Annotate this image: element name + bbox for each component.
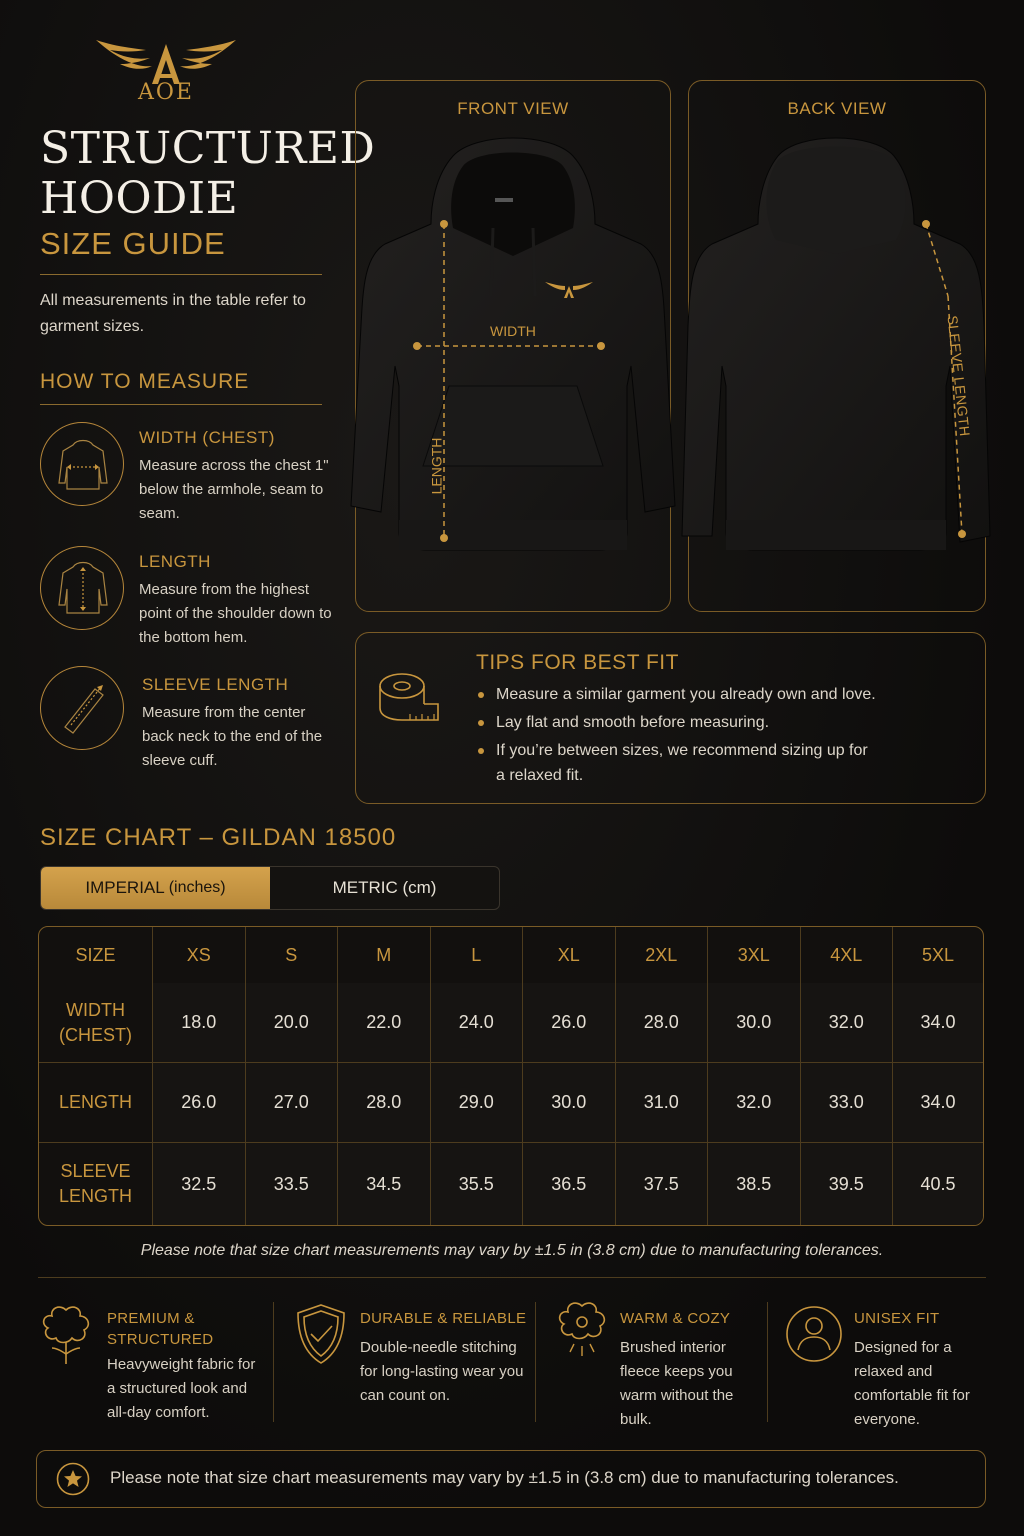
star-icon (56, 1462, 90, 1496)
imperial-label: IMPERIAL (85, 878, 165, 897)
table-cell: 34.0 (893, 1063, 983, 1143)
row-label-sleeve (39, 1143, 153, 1225)
flower-warm-icon (554, 1300, 610, 1360)
measuring-tape-icon (374, 664, 444, 734)
table-row (39, 1143, 983, 1225)
title-line-1: STRUCTURED (40, 123, 376, 174)
row-label-length (39, 1063, 153, 1143)
size-3xl: 3XL (708, 927, 801, 983)
cotton-icon (36, 1302, 96, 1368)
feature-desc-premium: Heavyweight fabric for a structured look and all-day comfort. (107, 1356, 256, 1421)
size-2xl: 2XL (616, 927, 709, 983)
tolerance-note: Please note that size chart measurements may vary by ±1.5 in (3.8 cm) due to manufacturing tolerances. (140, 1242, 884, 1259)
imperial-sub-label: (inches) (168, 879, 226, 896)
front-width-label: WIDTH (490, 323, 536, 339)
feature-separator (273, 1302, 274, 1422)
measure-desc-length: Measure from the highest point of the shoulder down to the bottom hem. (139, 581, 332, 646)
tips-heading: TIPS FOR BEST FIT (476, 651, 679, 674)
hoodie-width-icon (40, 422, 124, 506)
size-table (38, 926, 984, 1226)
table-cell: 39.5 (801, 1143, 894, 1225)
table-cell: 26.0 (153, 1063, 246, 1143)
row-label-line: LENGTH (58, 1092, 132, 1112)
measure-title-width: WIDTH (CHEST) (139, 428, 275, 447)
brand-logo-text: AOE (138, 80, 194, 105)
feature-separator (535, 1302, 536, 1422)
table-cell: 35.5 (431, 1143, 524, 1225)
tip-item: Lay flat and smooth before measuring. (476, 709, 916, 737)
shield-check-icon (294, 1302, 348, 1366)
table-cell: 34.0 (893, 983, 983, 1063)
tips-list (476, 681, 916, 788)
measure-desc-width: Measure across the chest 1" below the armhole, seam to seam. (139, 457, 329, 522)
row-label-line: WIDTH (66, 999, 125, 1020)
row-label-line: (CHEST) (59, 1024, 132, 1045)
size-m: M (338, 927, 431, 983)
how-to-measure-heading: HOW TO MEASURE (40, 370, 250, 393)
size-l: L (431, 927, 524, 983)
size-5xl: 5XL (921, 944, 955, 965)
front-hoodie-illustration (345, 136, 681, 560)
size-xs: XS (153, 927, 246, 983)
size-s: S (246, 927, 339, 983)
table-cell: 27.0 (246, 1063, 339, 1143)
table-cell: 36.5 (523, 1143, 616, 1225)
back-sleeve-label: SLEEVE LENGTH (944, 314, 974, 438)
footer-note-text: Please note that size chart measurements may vary by ±1.5 in (3.8 cm) due to manufacturing tolerances. (110, 1468, 899, 1487)
table-cell: 30.0 (523, 1063, 616, 1143)
sleeve-length-icon (40, 666, 124, 750)
table-cell: 20.0 (246, 983, 339, 1063)
table-cell: 38.5 (708, 1143, 801, 1225)
table-row (39, 983, 983, 1063)
tip-item: Measure a similar garment you already own and love. (476, 681, 916, 709)
table-cell: 30.0 (708, 983, 801, 1063)
size-xl: XL (523, 927, 616, 983)
row-label-line: SLEEVE (60, 1161, 131, 1181)
front-length-label: LENGTH (428, 437, 445, 495)
feature-separator (767, 1302, 768, 1422)
table-cell: 28.0 (338, 1063, 431, 1143)
table-cell: 33.5 (246, 1143, 339, 1225)
size-4xl: 4XL (801, 927, 894, 983)
feature-title-warm: WARM & COZY (620, 1310, 731, 1327)
table-cell: 33.0 (801, 1063, 894, 1143)
size-chart-heading: SIZE CHART – GILDAN 18500 (40, 824, 397, 851)
row-label-width (39, 983, 153, 1063)
tip-item: If you’re between sizes, we recommend sizing up for a relaxed fit. (476, 737, 876, 788)
divider (40, 274, 322, 275)
measure-title-length: LENGTH (139, 552, 211, 571)
divider (38, 1277, 986, 1278)
table-cell: 29.0 (431, 1063, 524, 1143)
divider (40, 404, 322, 405)
size-header-label: SIZE (39, 927, 153, 983)
feature-desc-unisex: Designed for a relaxed and comfortable fit for everyone. (854, 1339, 970, 1428)
table-cell: 40.5 (893, 1143, 983, 1225)
table-cell: 26.0 (523, 983, 616, 1063)
table-cell: 34.5 (338, 1143, 431, 1225)
table-cell: 22.0 (338, 983, 431, 1063)
measure-title-sleeve: SLEEVE LENGTH (142, 675, 289, 694)
hoodie-length-icon (40, 546, 124, 630)
intro-text: All measurements in the table refer to garment sizes. (40, 292, 306, 335)
measure-desc-sleeve: Measure from the center back neck to the end of the sleeve cuff. (142, 704, 323, 769)
feature-title-premium: PREMIUM & STRUCTURED (107, 1310, 214, 1348)
row-label-line: LENGTH (58, 1186, 132, 1206)
table-row (39, 1063, 983, 1143)
front-view-label: FRONT VIEW (457, 99, 569, 118)
feature-desc-durable: Double-needle stitching for long-lasting wear you can count on. (360, 1339, 524, 1404)
table-cell: 24.0 (431, 983, 524, 1063)
imperial-unit-button[interactable] (41, 867, 270, 909)
feature-desc-warm: Brushed interior fleece keeps you warm without the bulk. (620, 1339, 734, 1428)
table-cell: 31.0 (616, 1063, 709, 1143)
feature-title-unisex: UNISEX FIT (854, 1310, 940, 1327)
table-cell: 32.0 (708, 1063, 801, 1143)
user-icon (784, 1304, 844, 1364)
table-cell: 32.0 (801, 983, 894, 1063)
unit-toggle (40, 866, 500, 910)
table-cell: 18.0 (153, 983, 246, 1063)
back-view-label: BACK VIEW (787, 99, 887, 118)
title-line-2: HOODIE (40, 173, 239, 224)
size-header-row (39, 927, 983, 983)
page-subtitle: SIZE GUIDE (40, 226, 226, 261)
feature-title-durable: DURABLE & RELIABLE (360, 1310, 527, 1327)
metric-unit-button[interactable]: METRIC (cm) (332, 878, 437, 897)
table-cell: 37.5 (616, 1143, 709, 1225)
table-cell: 28.0 (616, 983, 709, 1063)
table-cell: 32.5 (153, 1143, 246, 1225)
page-title (40, 124, 375, 224)
